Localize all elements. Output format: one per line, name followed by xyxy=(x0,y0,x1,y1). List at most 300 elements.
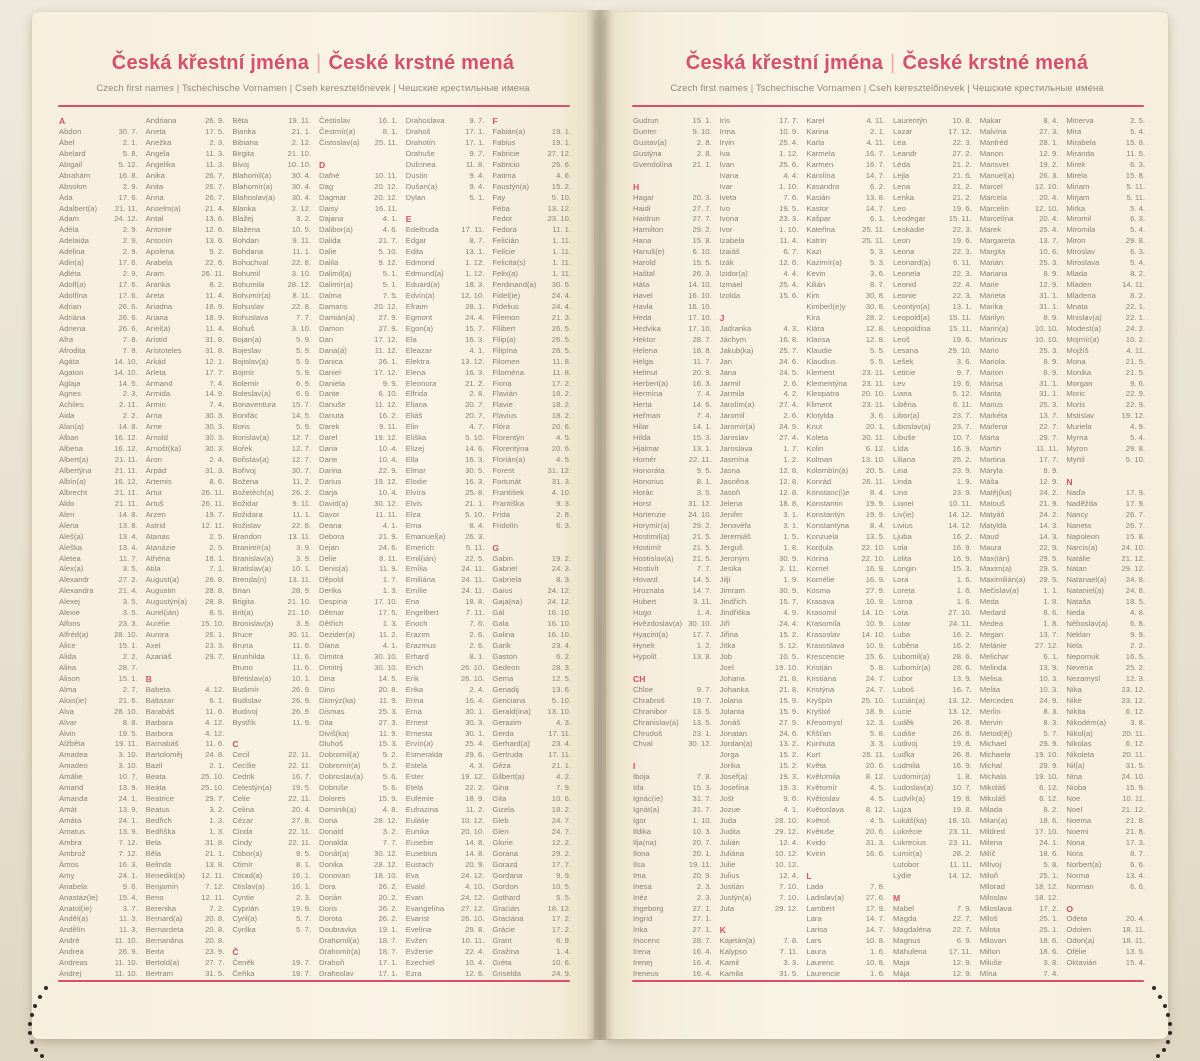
given-name: Beata xyxy=(145,772,166,782)
name-day-date: 5. 5. xyxy=(870,345,886,355)
name-day-date: 14. 8. xyxy=(118,509,138,519)
name-day-entry xyxy=(806,925,885,936)
name-day-date: 5. 9. xyxy=(296,422,312,432)
given-name: Mečislav(a) xyxy=(979,586,1019,596)
title-slovak: České krstné mená xyxy=(328,52,515,74)
name-day-entry xyxy=(406,641,485,652)
given-name: Magnus xyxy=(893,936,921,946)
given-name: Kurt xyxy=(806,750,821,760)
given-name: Haidi xyxy=(633,203,651,213)
name-day-entry xyxy=(806,729,885,740)
name-day-date: 15. 2. xyxy=(779,750,799,760)
name-day-entry xyxy=(319,816,398,827)
name-day-date: 19. 10. xyxy=(774,662,799,672)
given-name: Bohumír(a) xyxy=(232,291,271,300)
name-column xyxy=(980,116,1059,980)
name-day-date: 31. 3. xyxy=(551,476,572,486)
name-day-date: 3. 3. xyxy=(870,739,886,749)
name-day-entry xyxy=(232,225,311,236)
name-day-entry xyxy=(806,805,885,816)
given-name: Amy xyxy=(59,870,75,880)
name-day-date: 9. 9. xyxy=(556,870,572,880)
name-day-date: 10. 10. xyxy=(1034,323,1059,333)
name-day-date: 22. 8. xyxy=(291,520,312,530)
name-day-entry xyxy=(406,532,485,543)
given-name: Hubert xyxy=(633,597,657,607)
name-day-date: 4. 5. xyxy=(556,433,572,443)
name-day-date: 4. 11. xyxy=(866,116,886,125)
given-name: Lucián(a) xyxy=(893,695,926,705)
given-name: Gréta xyxy=(492,958,512,968)
given-name: Bazil xyxy=(145,761,163,771)
name-day-date: 9. 6. xyxy=(1130,378,1146,388)
name-day-date: 23. 3. xyxy=(779,214,799,224)
given-name: Beatus xyxy=(145,805,170,815)
given-name: Abelard xyxy=(59,148,86,158)
name-day-date: 30. 10. xyxy=(374,662,398,672)
name-day-date: 8. 9. xyxy=(1043,356,1059,366)
name-day-date: 29. 12. xyxy=(774,826,799,836)
name-day-date: 26. 6. xyxy=(118,301,138,311)
name-day-date: 20. 8. xyxy=(205,914,225,924)
name-day-entry xyxy=(806,564,885,575)
name-day-date: 6. 11. xyxy=(953,258,972,268)
name-day-date: 7. 7. xyxy=(296,312,312,322)
name-day-entry xyxy=(806,641,885,652)
name-day-date: 15. 7. xyxy=(291,400,312,410)
name-day-entry xyxy=(406,619,485,630)
given-name: Danuše xyxy=(319,400,346,410)
name-day-entry xyxy=(893,149,972,160)
name-day-entry xyxy=(232,575,311,586)
given-name: Leokádie xyxy=(893,225,925,235)
name-day-date: 27. 7. xyxy=(692,214,712,224)
given-name: Ambrož xyxy=(59,848,86,858)
name-day-entry xyxy=(232,707,311,718)
name-day-entry xyxy=(146,958,225,969)
given-name: Miloň xyxy=(979,870,999,880)
name-day-entry xyxy=(1066,488,1145,499)
name-day-date: 22. 11. xyxy=(688,455,712,465)
name-day-entry xyxy=(893,772,972,783)
given-name: Blažej xyxy=(232,214,254,224)
name-day-entry xyxy=(806,696,885,707)
name-day-entry xyxy=(59,149,138,160)
name-day-entry xyxy=(319,882,398,893)
name-day-entry xyxy=(1066,171,1145,182)
name-day-date: 30. 12. xyxy=(374,848,398,858)
given-name: Elena xyxy=(405,367,426,377)
given-name: Celie xyxy=(232,794,250,804)
name-day-entry xyxy=(492,904,571,915)
name-day-date: 15. 4. xyxy=(118,892,138,902)
name-day-date: 20. 3. xyxy=(692,192,712,202)
name-day-entry xyxy=(406,838,485,849)
name-day-date: 18. 9. xyxy=(205,301,225,311)
name-day-date: 20. 11. xyxy=(862,433,886,443)
name-day-date: 1. 7. xyxy=(382,575,398,585)
given-name: Kryšpín xyxy=(806,695,833,705)
given-name: Ariana xyxy=(145,312,168,322)
given-name: Ariel(a) xyxy=(145,323,171,333)
given-name: Dalibor(a) xyxy=(319,225,353,235)
name-day-entry xyxy=(980,914,1059,925)
name-day-entry xyxy=(232,958,311,969)
name-day-date: 10. 10. xyxy=(1034,334,1059,344)
name-day-date: 23. 10. xyxy=(547,214,572,224)
name-day-entry xyxy=(146,510,225,521)
name-day-entry xyxy=(1066,707,1145,718)
name-day-date: 27. 1. xyxy=(692,925,712,935)
name-day-entry xyxy=(980,379,1059,390)
name-day-date: 26. 7. xyxy=(205,181,225,191)
name-day-entry xyxy=(1066,389,1145,400)
given-name: Matyáš xyxy=(979,509,1005,519)
given-name: Magda xyxy=(893,914,917,924)
name-day-date: 5. 8. xyxy=(870,662,886,672)
given-name: Leopoldina xyxy=(893,323,931,333)
name-day-entry xyxy=(146,389,225,400)
name-day-date: 10. 11. xyxy=(1122,794,1146,804)
given-name: Augustýn(a) xyxy=(145,597,188,607)
name-day-date: 21. 8. xyxy=(1125,826,1146,836)
name-day-entry xyxy=(406,904,485,915)
given-name: Lejla xyxy=(893,170,910,180)
given-name: Adléta xyxy=(59,269,81,279)
name-day-entry xyxy=(720,368,799,379)
name-day-entry xyxy=(806,532,885,543)
given-name: Brit(a) xyxy=(232,608,254,618)
name-day-date: 4. 7. xyxy=(469,422,485,432)
name-day-entry xyxy=(806,346,885,357)
name-day-entry xyxy=(806,543,885,554)
name-day-entry xyxy=(492,663,571,674)
name-day-date: 3. 8. xyxy=(1043,958,1059,968)
name-day-date: 7. 7. xyxy=(696,564,712,574)
given-name: Blanka xyxy=(232,203,256,213)
given-name: Božena xyxy=(232,476,259,486)
name-day-entry xyxy=(319,302,398,313)
name-day-date: 26. 5. xyxy=(551,334,572,344)
name-day-date: 18. 10. xyxy=(948,816,972,825)
given-name: Karolína xyxy=(806,170,835,180)
given-name: Irenej xyxy=(633,958,653,968)
name-day-entry xyxy=(806,510,885,521)
given-name: Milota xyxy=(979,925,1001,935)
name-day-entry xyxy=(893,247,972,258)
given-name: Ingrid xyxy=(633,914,653,924)
name-day-date: 15. 7. xyxy=(779,597,799,607)
name-day-entry xyxy=(980,236,1059,247)
name-day-date: 5. 1. xyxy=(382,280,398,290)
name-day-date: 22. 3. xyxy=(952,247,972,257)
name-day-entry xyxy=(980,838,1059,849)
given-name: Ivo xyxy=(719,203,730,213)
name-day-date: 20. 6. xyxy=(865,761,886,771)
given-name: Gustav(a) xyxy=(633,137,667,147)
name-day-entry xyxy=(59,433,138,444)
name-day-date: 24. 11. xyxy=(461,586,485,596)
given-name: Jošt xyxy=(719,794,734,804)
given-name: Agnes xyxy=(59,389,81,399)
name-day-date: 3. 3. xyxy=(783,958,799,968)
name-day-entry xyxy=(146,247,225,258)
name-day-date: 10. 12. xyxy=(774,859,799,869)
given-name: Léda xyxy=(893,159,911,169)
name-day-entry xyxy=(633,893,712,904)
given-name: Leontýn(a) xyxy=(893,301,930,311)
name-day-date: 22. 1. xyxy=(1125,312,1146,322)
name-day-entry xyxy=(146,182,225,193)
letter-header: D xyxy=(319,159,326,170)
name-day-entry xyxy=(806,313,885,324)
name-day-entry xyxy=(980,532,1059,543)
name-day-entry xyxy=(720,827,799,838)
name-day-date: 30. 12. xyxy=(688,739,712,749)
name-day-entry xyxy=(319,761,398,772)
name-day-entry xyxy=(1066,958,1145,969)
name-day-date: 21. 11. xyxy=(114,498,138,508)
given-name: Jesika xyxy=(719,564,742,574)
name-column xyxy=(492,116,571,980)
name-day-date: 6. 12. xyxy=(1039,783,1059,793)
blank-row xyxy=(1066,893,1145,904)
given-name: Flóra xyxy=(492,422,510,432)
name-day-entry xyxy=(492,827,571,838)
name-day-entry xyxy=(59,805,138,816)
given-name: Bratislav(a) xyxy=(232,564,272,574)
given-name: Ctirad(a) xyxy=(232,870,263,880)
given-name: Bohumil xyxy=(232,269,261,279)
name-day-date: 26. 9. xyxy=(118,947,138,957)
name-day-date: 19. 12. xyxy=(374,476,398,486)
name-day-date: 1. 6. xyxy=(956,586,972,596)
given-name: Blažena xyxy=(232,225,261,235)
name-day-date: 23. 11. xyxy=(862,378,886,388)
name-day-date: 7. 6. xyxy=(783,192,799,202)
name-day-entry xyxy=(232,882,311,893)
right-page xyxy=(606,12,1168,1039)
name-day-date: 14. 8. xyxy=(118,422,138,432)
name-day-entry xyxy=(232,521,311,532)
name-day-date: 21. 1. xyxy=(551,761,572,771)
name-day-date: 20. 12. xyxy=(374,301,398,311)
given-name: Budislav xyxy=(232,695,262,705)
name-day-entry xyxy=(232,280,311,291)
name-day-date: 24. 12. xyxy=(460,892,485,902)
name-day-entry xyxy=(980,324,1059,335)
stitch-dot xyxy=(30,1040,34,1044)
name-day-entry xyxy=(59,936,138,947)
name-day-entry xyxy=(1066,947,1145,958)
name-day-date: 23. 9. xyxy=(952,487,972,497)
name-day-date: 7. 8. xyxy=(122,334,138,344)
name-day-entry xyxy=(806,116,885,127)
name-day-entry xyxy=(980,750,1059,761)
name-day-entry xyxy=(59,674,138,685)
given-name: Kilián xyxy=(806,280,826,290)
name-day-date: 24. 4. xyxy=(779,619,799,629)
name-day-date: 7. 2. xyxy=(209,903,225,913)
name-day-date: 18. 1. xyxy=(205,553,225,563)
given-name: Aristid xyxy=(145,334,168,344)
name-day-date: 20. 4. xyxy=(291,805,312,815)
given-name: Gerda xyxy=(492,728,514,738)
given-name: Felix(a) xyxy=(492,269,518,279)
given-name: Eusebie xyxy=(405,837,434,847)
name-day-date: 19. 7. xyxy=(291,969,312,979)
name-day-date: 29. 8. xyxy=(465,925,485,935)
name-day-entry xyxy=(232,761,311,772)
name-day-date: 26. 9. xyxy=(291,695,312,705)
given-name: Irvin xyxy=(719,137,735,147)
given-name: Eleonora xyxy=(405,378,437,388)
name-column xyxy=(146,116,225,980)
name-day-date: 3. 6. xyxy=(870,411,886,421)
name-day-entry xyxy=(406,335,485,346)
name-day-entry xyxy=(806,171,885,182)
given-name: Elektra xyxy=(405,356,430,366)
name-day-date: 9. 11. xyxy=(379,422,398,432)
name-day-entry xyxy=(1066,499,1145,510)
given-name: Máša xyxy=(979,476,999,486)
name-day-entry xyxy=(633,411,712,422)
name-day-date: 12. 9. xyxy=(1039,280,1059,290)
name-day-date: 9. 9. xyxy=(382,378,398,388)
given-name: Miloš xyxy=(979,914,998,924)
given-name: Konzuela xyxy=(806,531,839,541)
name-day-date: 27. 8. xyxy=(291,816,312,825)
name-day-entry xyxy=(720,116,799,127)
name-day-entry xyxy=(59,204,138,215)
given-name: Hilar xyxy=(633,422,649,432)
given-name: Bedřiška xyxy=(145,826,176,836)
name-day-date: 17. 2. xyxy=(551,925,572,935)
name-day-entry xyxy=(893,411,972,422)
name-day-entry xyxy=(146,718,225,729)
name-day-date: 13. 5. xyxy=(1125,947,1146,957)
name-day-entry xyxy=(146,280,225,291)
name-day-date: 21. 6. xyxy=(118,695,138,705)
given-name: Ilona xyxy=(633,848,650,858)
name-day-date: 5. 4. xyxy=(1130,433,1146,443)
name-day-entry xyxy=(633,871,712,882)
name-day-entry xyxy=(980,925,1059,936)
name-day-entry xyxy=(59,488,138,499)
name-day-date: 16. 12. xyxy=(114,476,138,486)
name-day-date: 27. 9. xyxy=(378,312,398,322)
name-day-entry xyxy=(406,422,485,433)
name-day-date: 25. 11. xyxy=(862,236,886,246)
name-day-date: 27. 7. xyxy=(692,203,712,213)
given-name: Berenika xyxy=(145,903,177,913)
name-day-date: 22. 3. xyxy=(952,291,972,300)
given-name: Lenka xyxy=(893,192,914,202)
name-day-entry xyxy=(806,914,885,925)
name-day-date: 26. 5. xyxy=(551,345,572,355)
given-name: Donalda xyxy=(319,837,348,847)
given-name: Flavius xyxy=(492,411,517,421)
name-day-date: 26. 2. xyxy=(378,881,398,891)
name-day-entry xyxy=(406,411,485,422)
given-name: Květomila xyxy=(806,772,841,782)
name-day-entry xyxy=(720,149,799,160)
name-day-date: 9. 10. xyxy=(692,126,712,136)
name-day-date: 2. 5. xyxy=(209,531,225,541)
given-name: Květuše xyxy=(806,826,835,836)
name-day-entry xyxy=(893,302,972,313)
given-name: Laura xyxy=(806,947,827,957)
left-page xyxy=(32,12,594,1039)
name-day-entry xyxy=(492,838,571,849)
name-day-entry xyxy=(406,466,485,477)
name-day-date: 6. 9. xyxy=(296,389,312,399)
given-name: Adalbert(a) xyxy=(59,203,98,213)
name-day-entry xyxy=(59,718,138,729)
given-name: Konstantin xyxy=(806,498,843,508)
name-day-date: 30. 8. xyxy=(865,291,886,300)
given-name: Helga xyxy=(633,356,654,366)
given-name: Bela xyxy=(145,837,162,847)
name-day-date: 12. 9. xyxy=(952,969,972,979)
name-day-entry xyxy=(232,379,311,390)
name-day-entry xyxy=(806,575,885,586)
given-name: František xyxy=(492,487,524,497)
given-name: Jakub(ka) xyxy=(719,345,754,355)
name-day-date: 10. 12. xyxy=(774,848,799,858)
given-name: Dita xyxy=(319,717,333,727)
page-header xyxy=(606,52,1168,94)
given-name: Mstislav xyxy=(1066,411,1095,421)
name-day-entry xyxy=(806,586,885,597)
given-name: Eusebius xyxy=(405,848,438,858)
given-name: Féba xyxy=(492,203,510,213)
name-day-date: 4. 8. xyxy=(1130,608,1146,618)
name-day-date: 11. 4. xyxy=(779,236,799,246)
name-day-date: 6. 3. xyxy=(1130,159,1146,169)
name-day-entry xyxy=(980,488,1059,499)
name-day-date: 12. 7. xyxy=(291,433,312,443)
given-name: Chrabroš xyxy=(633,695,665,705)
name-day-entry xyxy=(720,532,799,543)
given-name: Laurencie xyxy=(806,969,841,979)
given-name: Juta xyxy=(719,903,735,913)
name-day-date: 1. 12. xyxy=(465,269,485,279)
name-day-date: 21. 11. xyxy=(114,466,138,475)
name-day-date: 6. 10. xyxy=(692,247,712,257)
name-day-entry xyxy=(806,608,885,619)
name-day-entry xyxy=(232,860,311,871)
name-day-entry xyxy=(633,543,712,554)
given-name: Celina xyxy=(232,805,255,815)
given-name: Kolombín(a) xyxy=(806,466,849,475)
name-day-entry xyxy=(59,291,138,302)
name-day-entry xyxy=(406,794,485,805)
name-day-date: 24. 2. xyxy=(1039,487,1059,497)
given-name: Luba xyxy=(893,630,911,640)
name-day-entry xyxy=(633,652,712,663)
given-name: Arkád xyxy=(145,356,166,366)
given-name: Leonie xyxy=(893,291,917,300)
given-name: Josefína xyxy=(719,783,749,793)
name-day-entry xyxy=(232,357,311,368)
given-name: Jenifer xyxy=(719,509,743,519)
given-name: Longin xyxy=(893,564,917,574)
name-day-date: 8. 2. xyxy=(209,280,225,290)
name-day-entry xyxy=(59,214,138,225)
given-name: Kastor xyxy=(806,203,829,213)
name-day-date: 22. 11. xyxy=(288,750,312,760)
